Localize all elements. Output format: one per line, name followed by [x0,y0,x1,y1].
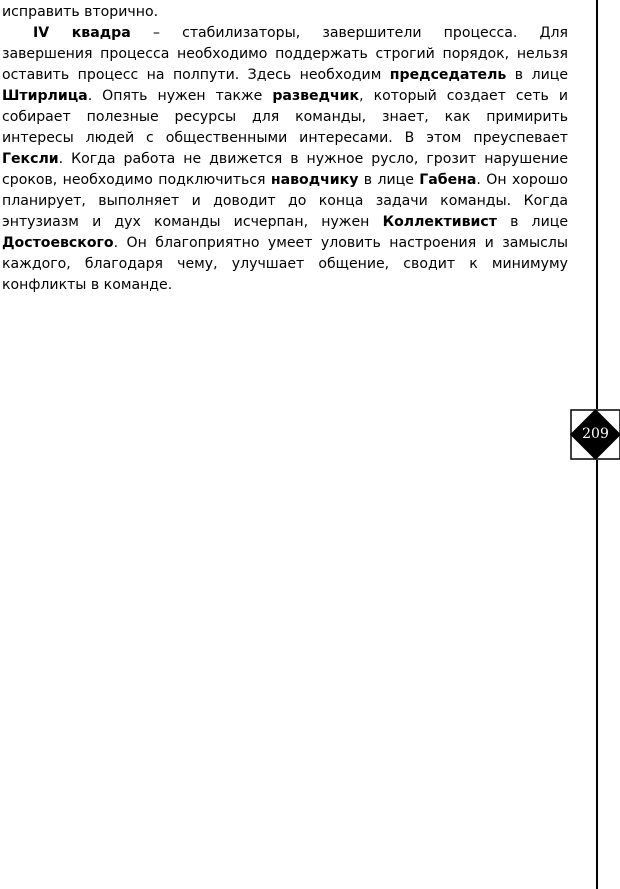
page-number-badge [570,409,620,460]
text-line [2,191,568,212]
text-segment: завершения процесса необходимо поддержать строгий порядок, нельзя [2,46,568,62]
bold-term: Габена [419,172,477,188]
text-line [2,149,568,170]
text-segment: . Опять нужен также [87,88,273,104]
text-segment: энтузиазм и дух команды исчерпан, нужен [2,214,383,230]
text-line [2,23,568,44]
text-segment: оставить процесс на полпути. Здесь необходим [2,67,390,83]
text-line [2,212,568,233]
text-segment: каждого, благодаря чему, улучшает общение, сводит к минимуму [2,256,568,272]
text-line [2,44,568,65]
body-text [2,2,568,296]
text-segment: в лице [358,172,420,188]
text-line [2,170,568,191]
text-segment: . Он хорошо [476,172,568,188]
text-line [2,128,568,149]
text-line [2,254,568,275]
text-line [2,233,568,254]
bold-term: председатель [389,67,507,83]
text-segment: в лице [496,214,568,230]
page-number: 209 [582,426,609,442]
text-segment: , который создает сеть и [359,88,568,104]
text-segment: конфликты в команде. [2,277,173,293]
text-segment: собирает полезные ресурсы для команды, знает, как примирить [2,109,568,125]
text-segment: интересы людей с общественными интересами. В этом преуспевает [2,130,568,146]
bold-term: IV квадра [33,25,131,41]
text-line [2,86,568,107]
bold-term: Штирлица [2,88,88,104]
text-line [2,65,568,86]
bold-term: Достоевского [2,235,114,251]
text-segment: планирует, выполняет и доводит до конца задачи команды. Когда [2,193,568,209]
text-segment: – стабилизаторы, завершители процесса. Для [130,25,568,41]
text-line [2,107,568,128]
bold-term: Коллективист [382,214,497,230]
text-segment: . Он благоприятно умеет уловить настроения и замыслы [113,235,568,251]
text-line [2,2,568,23]
bold-term: разведчик [272,88,360,104]
margin-rule-upper [596,0,598,409]
text-segment: в лице [506,67,568,83]
text-segment: сроков, необходимо подключиться [2,172,271,188]
bold-term: наводчику [270,172,359,188]
text-segment: . Когда работа не движется в нужное русло, грозит нарушение [58,151,568,167]
bold-term: Гексли [2,151,59,167]
text-segment: исправить вторично. [2,4,159,20]
text-line [2,275,568,296]
margin-rule-lower [596,460,598,889]
